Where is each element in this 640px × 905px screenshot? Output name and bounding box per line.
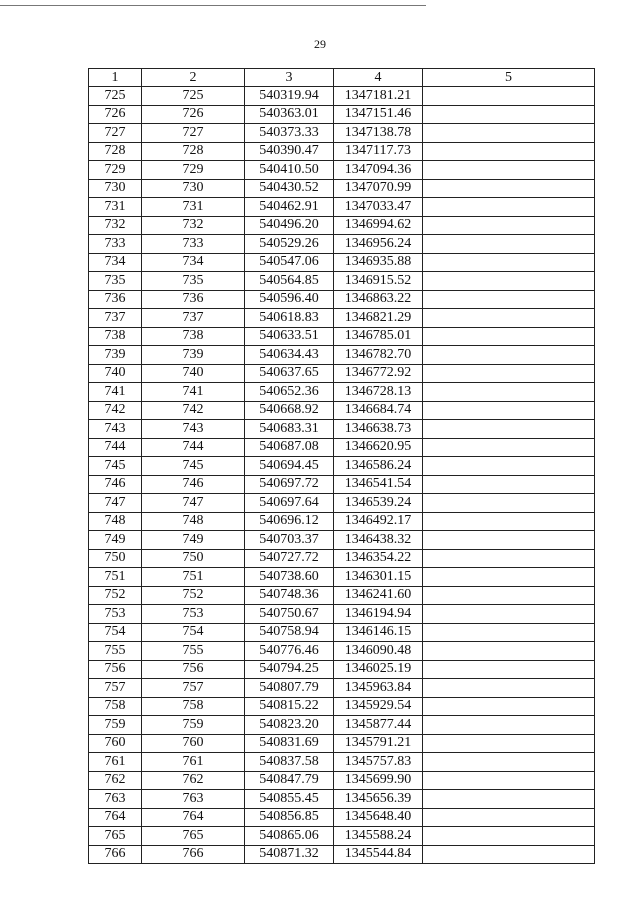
x-coordinate-cell: 540687.08 bbox=[245, 438, 334, 457]
x-coordinate-cell: 540618.83 bbox=[245, 309, 334, 328]
x-coordinate-cell: 540390.47 bbox=[245, 142, 334, 161]
y-coordinate-cell: 1346586.24 bbox=[334, 457, 423, 476]
y-coordinate-cell: 1346620.95 bbox=[334, 438, 423, 457]
y-coordinate-cell: 1346025.19 bbox=[334, 660, 423, 679]
top-rule bbox=[0, 5, 426, 6]
point-number-cell: 733 bbox=[142, 235, 245, 254]
note-cell bbox=[423, 327, 595, 346]
x-coordinate-cell: 540496.20 bbox=[245, 216, 334, 235]
note-cell bbox=[423, 642, 595, 661]
y-coordinate-cell: 1346915.52 bbox=[334, 272, 423, 291]
point-number-cell: 743 bbox=[142, 420, 245, 439]
row-number-cell: 730 bbox=[89, 179, 142, 198]
row-number-cell: 733 bbox=[89, 235, 142, 254]
column-header-1: 1 bbox=[89, 69, 142, 87]
x-coordinate-cell: 540637.65 bbox=[245, 364, 334, 383]
table-row bbox=[89, 568, 595, 587]
y-coordinate-cell: 1347070.99 bbox=[334, 179, 423, 198]
point-number-cell: 750 bbox=[142, 549, 245, 568]
note-cell bbox=[423, 235, 595, 254]
y-coordinate-cell: 1345699.90 bbox=[334, 771, 423, 790]
y-coordinate-cell: 1347151.46 bbox=[334, 105, 423, 124]
note-cell bbox=[423, 216, 595, 235]
table-row bbox=[89, 272, 595, 291]
table-row bbox=[89, 845, 595, 864]
note-cell bbox=[423, 401, 595, 420]
note-cell bbox=[423, 660, 595, 679]
row-number-cell: 745 bbox=[89, 457, 142, 476]
note-cell bbox=[423, 105, 595, 124]
point-number-cell: 756 bbox=[142, 660, 245, 679]
point-number-cell: 751 bbox=[142, 568, 245, 587]
point-number-cell: 759 bbox=[142, 716, 245, 735]
table-row bbox=[89, 105, 595, 124]
row-number-cell: 732 bbox=[89, 216, 142, 235]
note-cell bbox=[423, 179, 595, 198]
table-row bbox=[89, 531, 595, 550]
y-coordinate-cell: 1345656.39 bbox=[334, 790, 423, 809]
table-row bbox=[89, 753, 595, 772]
page-number: 29 bbox=[314, 37, 326, 51]
x-coordinate-cell: 540748.36 bbox=[245, 586, 334, 605]
x-coordinate-cell: 540668.92 bbox=[245, 401, 334, 420]
note-cell bbox=[423, 771, 595, 790]
row-number-cell: 761 bbox=[89, 753, 142, 772]
x-coordinate-cell: 540871.32 bbox=[245, 845, 334, 864]
y-coordinate-cell: 1346354.22 bbox=[334, 549, 423, 568]
note-cell bbox=[423, 87, 595, 106]
table-row bbox=[89, 790, 595, 809]
table-row bbox=[89, 235, 595, 254]
row-number-cell: 751 bbox=[89, 568, 142, 587]
y-coordinate-cell: 1346492.17 bbox=[334, 512, 423, 531]
x-coordinate-cell: 540837.58 bbox=[245, 753, 334, 772]
y-coordinate-cell: 1346782.70 bbox=[334, 346, 423, 365]
table-row bbox=[89, 512, 595, 531]
note-cell bbox=[423, 309, 595, 328]
y-coordinate-cell: 1345544.84 bbox=[334, 845, 423, 864]
table-row bbox=[89, 623, 595, 642]
note-cell bbox=[423, 475, 595, 494]
x-coordinate-cell: 540564.85 bbox=[245, 272, 334, 291]
table-header-row bbox=[89, 69, 595, 87]
table-row bbox=[89, 87, 595, 106]
point-number-cell: 753 bbox=[142, 605, 245, 624]
point-number-cell: 735 bbox=[142, 272, 245, 291]
row-number-cell: 743 bbox=[89, 420, 142, 439]
x-coordinate-cell: 540652.36 bbox=[245, 383, 334, 402]
column-header-4: 4 bbox=[334, 69, 423, 87]
point-number-cell: 758 bbox=[142, 697, 245, 716]
x-coordinate-cell: 540758.94 bbox=[245, 623, 334, 642]
note-cell bbox=[423, 734, 595, 753]
y-coordinate-cell: 1346541.54 bbox=[334, 475, 423, 494]
table-row bbox=[89, 198, 595, 217]
y-coordinate-cell: 1346785.01 bbox=[334, 327, 423, 346]
row-number-cell: 749 bbox=[89, 531, 142, 550]
y-coordinate-cell: 1345648.40 bbox=[334, 808, 423, 827]
note-cell bbox=[423, 568, 595, 587]
point-number-cell: 761 bbox=[142, 753, 245, 772]
table-body bbox=[89, 87, 595, 864]
row-number-cell: 738 bbox=[89, 327, 142, 346]
row-number-cell: 741 bbox=[89, 383, 142, 402]
table-row bbox=[89, 660, 595, 679]
x-coordinate-cell: 540703.37 bbox=[245, 531, 334, 550]
y-coordinate-cell: 1346728.13 bbox=[334, 383, 423, 402]
x-coordinate-cell: 540776.46 bbox=[245, 642, 334, 661]
row-number-cell: 746 bbox=[89, 475, 142, 494]
x-coordinate-cell: 540633.51 bbox=[245, 327, 334, 346]
note-cell bbox=[423, 142, 595, 161]
point-number-cell: 739 bbox=[142, 346, 245, 365]
x-coordinate-cell: 540750.67 bbox=[245, 605, 334, 624]
table-row bbox=[89, 697, 595, 716]
row-number-cell: 727 bbox=[89, 124, 142, 143]
x-coordinate-cell: 540823.20 bbox=[245, 716, 334, 735]
row-number-cell: 748 bbox=[89, 512, 142, 531]
y-coordinate-cell: 1347181.21 bbox=[334, 87, 423, 106]
x-coordinate-cell: 540462.91 bbox=[245, 198, 334, 217]
column-header-5: 5 bbox=[423, 69, 595, 87]
note-cell bbox=[423, 253, 595, 272]
row-number-cell: 750 bbox=[89, 549, 142, 568]
y-coordinate-cell: 1345791.21 bbox=[334, 734, 423, 753]
table-row bbox=[89, 827, 595, 846]
note-cell bbox=[423, 679, 595, 698]
table-row bbox=[89, 420, 595, 439]
note-cell bbox=[423, 161, 595, 180]
row-number-cell: 756 bbox=[89, 660, 142, 679]
table-row bbox=[89, 364, 595, 383]
y-coordinate-cell: 1347117.73 bbox=[334, 142, 423, 161]
table-row bbox=[89, 253, 595, 272]
point-number-cell: 764 bbox=[142, 808, 245, 827]
note-cell bbox=[423, 808, 595, 827]
x-coordinate-cell: 540807.79 bbox=[245, 679, 334, 698]
column-header-3: 3 bbox=[245, 69, 334, 87]
table-row bbox=[89, 179, 595, 198]
row-number-cell: 752 bbox=[89, 586, 142, 605]
y-coordinate-cell: 1346772.92 bbox=[334, 364, 423, 383]
row-number-cell: 759 bbox=[89, 716, 142, 735]
table-row bbox=[89, 438, 595, 457]
point-number-cell: 760 bbox=[142, 734, 245, 753]
x-coordinate-cell: 540373.33 bbox=[245, 124, 334, 143]
x-coordinate-cell: 540831.69 bbox=[245, 734, 334, 753]
x-coordinate-cell: 540847.79 bbox=[245, 771, 334, 790]
table-row bbox=[89, 346, 595, 365]
row-number-cell: 731 bbox=[89, 198, 142, 217]
note-cell bbox=[423, 716, 595, 735]
point-number-cell: 734 bbox=[142, 253, 245, 272]
note-cell bbox=[423, 420, 595, 439]
note-cell bbox=[423, 272, 595, 291]
table-row bbox=[89, 124, 595, 143]
y-coordinate-cell: 1346956.24 bbox=[334, 235, 423, 254]
point-number-cell: 726 bbox=[142, 105, 245, 124]
row-number-cell: 729 bbox=[89, 161, 142, 180]
y-coordinate-cell: 1346090.48 bbox=[334, 642, 423, 661]
x-coordinate-cell: 540738.60 bbox=[245, 568, 334, 587]
point-number-cell: 742 bbox=[142, 401, 245, 420]
y-coordinate-cell: 1346301.15 bbox=[334, 568, 423, 587]
table-row bbox=[89, 605, 595, 624]
note-cell bbox=[423, 531, 595, 550]
point-number-cell: 727 bbox=[142, 124, 245, 143]
row-number-cell: 747 bbox=[89, 494, 142, 513]
table-row bbox=[89, 401, 595, 420]
x-coordinate-cell: 540529.26 bbox=[245, 235, 334, 254]
point-number-cell: 737 bbox=[142, 309, 245, 328]
row-number-cell: 734 bbox=[89, 253, 142, 272]
point-number-cell: 747 bbox=[142, 494, 245, 513]
row-number-cell: 740 bbox=[89, 364, 142, 383]
y-coordinate-cell: 1345757.83 bbox=[334, 753, 423, 772]
x-coordinate-cell: 540794.25 bbox=[245, 660, 334, 679]
point-number-cell: 754 bbox=[142, 623, 245, 642]
y-coordinate-cell: 1346684.74 bbox=[334, 401, 423, 420]
point-number-cell: 729 bbox=[142, 161, 245, 180]
table-row bbox=[89, 586, 595, 605]
note-cell bbox=[423, 494, 595, 513]
row-number-cell: 754 bbox=[89, 623, 142, 642]
table-row bbox=[89, 383, 595, 402]
point-number-cell: 749 bbox=[142, 531, 245, 550]
point-number-cell: 746 bbox=[142, 475, 245, 494]
y-coordinate-cell: 1347094.36 bbox=[334, 161, 423, 180]
table-row bbox=[89, 642, 595, 661]
note-cell bbox=[423, 457, 595, 476]
table-row bbox=[89, 216, 595, 235]
y-coordinate-cell: 1345963.84 bbox=[334, 679, 423, 698]
row-number-cell: 753 bbox=[89, 605, 142, 624]
table-row bbox=[89, 309, 595, 328]
note-cell bbox=[423, 790, 595, 809]
table-row bbox=[89, 327, 595, 346]
x-coordinate-cell: 540410.50 bbox=[245, 161, 334, 180]
note-cell bbox=[423, 198, 595, 217]
row-number-cell: 742 bbox=[89, 401, 142, 420]
y-coordinate-cell: 1345588.24 bbox=[334, 827, 423, 846]
x-coordinate-cell: 540634.43 bbox=[245, 346, 334, 365]
note-cell bbox=[423, 623, 595, 642]
table-row bbox=[89, 679, 595, 698]
point-number-cell: 748 bbox=[142, 512, 245, 531]
x-coordinate-cell: 540815.22 bbox=[245, 697, 334, 716]
table-row bbox=[89, 734, 595, 753]
y-coordinate-cell: 1346539.24 bbox=[334, 494, 423, 513]
y-coordinate-cell: 1346438.32 bbox=[334, 531, 423, 550]
x-coordinate-cell: 540319.94 bbox=[245, 87, 334, 106]
x-coordinate-cell: 540865.06 bbox=[245, 827, 334, 846]
point-number-cell: 725 bbox=[142, 87, 245, 106]
column-header-2: 2 bbox=[142, 69, 245, 87]
x-coordinate-cell: 540856.85 bbox=[245, 808, 334, 827]
note-cell bbox=[423, 827, 595, 846]
point-number-cell: 757 bbox=[142, 679, 245, 698]
table-row bbox=[89, 808, 595, 827]
note-cell bbox=[423, 586, 595, 605]
row-number-cell: 765 bbox=[89, 827, 142, 846]
x-coordinate-cell: 540697.72 bbox=[245, 475, 334, 494]
point-number-cell: 731 bbox=[142, 198, 245, 217]
y-coordinate-cell: 1347138.78 bbox=[334, 124, 423, 143]
point-number-cell: 745 bbox=[142, 457, 245, 476]
row-number-cell: 735 bbox=[89, 272, 142, 291]
row-number-cell: 744 bbox=[89, 438, 142, 457]
row-number-cell: 760 bbox=[89, 734, 142, 753]
point-number-cell: 738 bbox=[142, 327, 245, 346]
point-number-cell: 752 bbox=[142, 586, 245, 605]
table-row bbox=[89, 475, 595, 494]
note-cell bbox=[423, 845, 595, 864]
x-coordinate-cell: 540683.31 bbox=[245, 420, 334, 439]
table-row bbox=[89, 161, 595, 180]
note-cell bbox=[423, 549, 595, 568]
note-cell bbox=[423, 512, 595, 531]
point-number-cell: 736 bbox=[142, 290, 245, 309]
row-number-cell: 737 bbox=[89, 309, 142, 328]
row-number-cell: 736 bbox=[89, 290, 142, 309]
row-number-cell: 739 bbox=[89, 346, 142, 365]
y-coordinate-cell: 1346994.62 bbox=[334, 216, 423, 235]
row-number-cell: 762 bbox=[89, 771, 142, 790]
note-cell bbox=[423, 605, 595, 624]
point-number-cell: 741 bbox=[142, 383, 245, 402]
note-cell bbox=[423, 383, 595, 402]
point-number-cell: 762 bbox=[142, 771, 245, 790]
point-number-cell: 763 bbox=[142, 790, 245, 809]
note-cell bbox=[423, 438, 595, 457]
y-coordinate-cell: 1346241.60 bbox=[334, 586, 423, 605]
note-cell bbox=[423, 124, 595, 143]
row-number-cell: 726 bbox=[89, 105, 142, 124]
table-row bbox=[89, 142, 595, 161]
row-number-cell: 764 bbox=[89, 808, 142, 827]
point-number-cell: 728 bbox=[142, 142, 245, 161]
row-number-cell: 725 bbox=[89, 87, 142, 106]
y-coordinate-cell: 1346935.88 bbox=[334, 253, 423, 272]
x-coordinate-cell: 540697.64 bbox=[245, 494, 334, 513]
row-number-cell: 766 bbox=[89, 845, 142, 864]
point-number-cell: 755 bbox=[142, 642, 245, 661]
row-number-cell: 757 bbox=[89, 679, 142, 698]
point-number-cell: 765 bbox=[142, 827, 245, 846]
note-cell bbox=[423, 290, 595, 309]
y-coordinate-cell: 1346863.22 bbox=[334, 290, 423, 309]
table-row bbox=[89, 716, 595, 735]
point-number-cell: 744 bbox=[142, 438, 245, 457]
table-row bbox=[89, 549, 595, 568]
x-coordinate-cell: 540855.45 bbox=[245, 790, 334, 809]
table-row bbox=[89, 457, 595, 476]
coordinates-table bbox=[88, 68, 595, 864]
table-row bbox=[89, 494, 595, 513]
y-coordinate-cell: 1346194.94 bbox=[334, 605, 423, 624]
x-coordinate-cell: 540696.12 bbox=[245, 512, 334, 531]
note-cell bbox=[423, 697, 595, 716]
x-coordinate-cell: 540596.40 bbox=[245, 290, 334, 309]
table-row bbox=[89, 771, 595, 790]
x-coordinate-cell: 540363.01 bbox=[245, 105, 334, 124]
note-cell bbox=[423, 364, 595, 383]
note-cell bbox=[423, 346, 595, 365]
row-number-cell: 755 bbox=[89, 642, 142, 661]
x-coordinate-cell: 540430.52 bbox=[245, 179, 334, 198]
row-number-cell: 728 bbox=[89, 142, 142, 161]
y-coordinate-cell: 1346146.15 bbox=[334, 623, 423, 642]
y-coordinate-cell: 1345929.54 bbox=[334, 697, 423, 716]
point-number-cell: 740 bbox=[142, 364, 245, 383]
point-number-cell: 732 bbox=[142, 216, 245, 235]
note-cell bbox=[423, 753, 595, 772]
point-number-cell: 730 bbox=[142, 179, 245, 198]
x-coordinate-cell: 540694.45 bbox=[245, 457, 334, 476]
y-coordinate-cell: 1345877.44 bbox=[334, 716, 423, 735]
table-row bbox=[89, 290, 595, 309]
x-coordinate-cell: 540547.06 bbox=[245, 253, 334, 272]
x-coordinate-cell: 540727.72 bbox=[245, 549, 334, 568]
y-coordinate-cell: 1346638.73 bbox=[334, 420, 423, 439]
y-coordinate-cell: 1346821.29 bbox=[334, 309, 423, 328]
row-number-cell: 763 bbox=[89, 790, 142, 809]
point-number-cell: 766 bbox=[142, 845, 245, 864]
y-coordinate-cell: 1347033.47 bbox=[334, 198, 423, 217]
row-number-cell: 758 bbox=[89, 697, 142, 716]
